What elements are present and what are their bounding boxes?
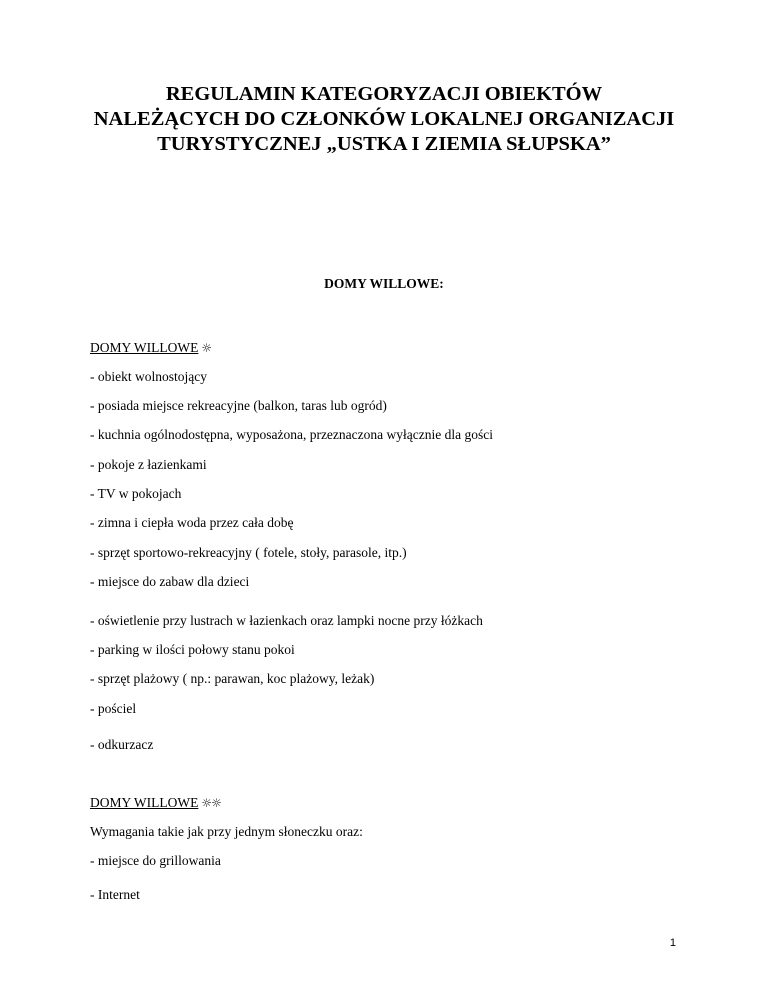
list-item: - oświetlenie przy lustrach w łazienkach oraz lampki nocne przy łóżkach — [90, 613, 483, 628]
list-item: - posiada miejsce rekreacyjne (balkon, taras lub ogród) — [90, 398, 387, 413]
list-item: - odkurzacz — [90, 737, 154, 752]
sun-rating-icon: ☼ — [201, 341, 212, 355]
list-item: - kuchnia ogólnodostępna, wyposażona, przeznaczona wyłącznie dla gości — [90, 427, 493, 442]
page-number: 1 — [669, 937, 676, 949]
list-item: - miejsce do grillowania — [90, 853, 221, 868]
category-1-heading — [90, 340, 211, 356]
document-title — [60, 82, 708, 157]
category-2-label: DOMY WILLOWE — [90, 795, 199, 810]
category-2-intro: Wymagania takie jak przy jednym słoneczku oraz: — [90, 824, 363, 839]
list-item: - zimna i ciepła woda przez cała dobę — [90, 515, 294, 530]
list-item: - sprzęt plażowy ( np.: parawan, koc plażowy, leżak) — [90, 671, 375, 686]
list-item: - Internet — [90, 887, 140, 902]
category-2-heading — [90, 795, 221, 811]
sun-rating-icon: ☼☼ — [201, 796, 221, 810]
list-item: - sprzęt sportowo-rekreacyjny ( fotele, stoły, parasole, itp.) — [90, 545, 407, 560]
list-item: - miejsce do zabaw dla dzieci — [90, 574, 250, 589]
list-item: - pościel — [90, 701, 137, 716]
title-line-1: REGULAMIN KATEGORYZACJI OBIEKTÓW — [165, 83, 603, 105]
list-item: - parking w ilości połowy stanu pokoi — [90, 642, 295, 657]
category-1-label: DOMY WILLOWE — [90, 340, 199, 355]
title-line-2: NALEŻĄCYCH DO CZŁONKÓW LOKALNEJ ORGANIZACJI — [93, 108, 675, 130]
list-item: - obiekt wolnostojący — [90, 369, 207, 384]
title-line-3: TURYSTYCZNEJ „USTKA I ZIEMIA SŁUPSKA” — [157, 133, 611, 155]
list-item: - pokoje z łazienkami — [90, 457, 207, 472]
section-heading: DOMY WILLOWE: — [324, 276, 444, 291]
list-item: - TV w pokojach — [90, 486, 182, 501]
